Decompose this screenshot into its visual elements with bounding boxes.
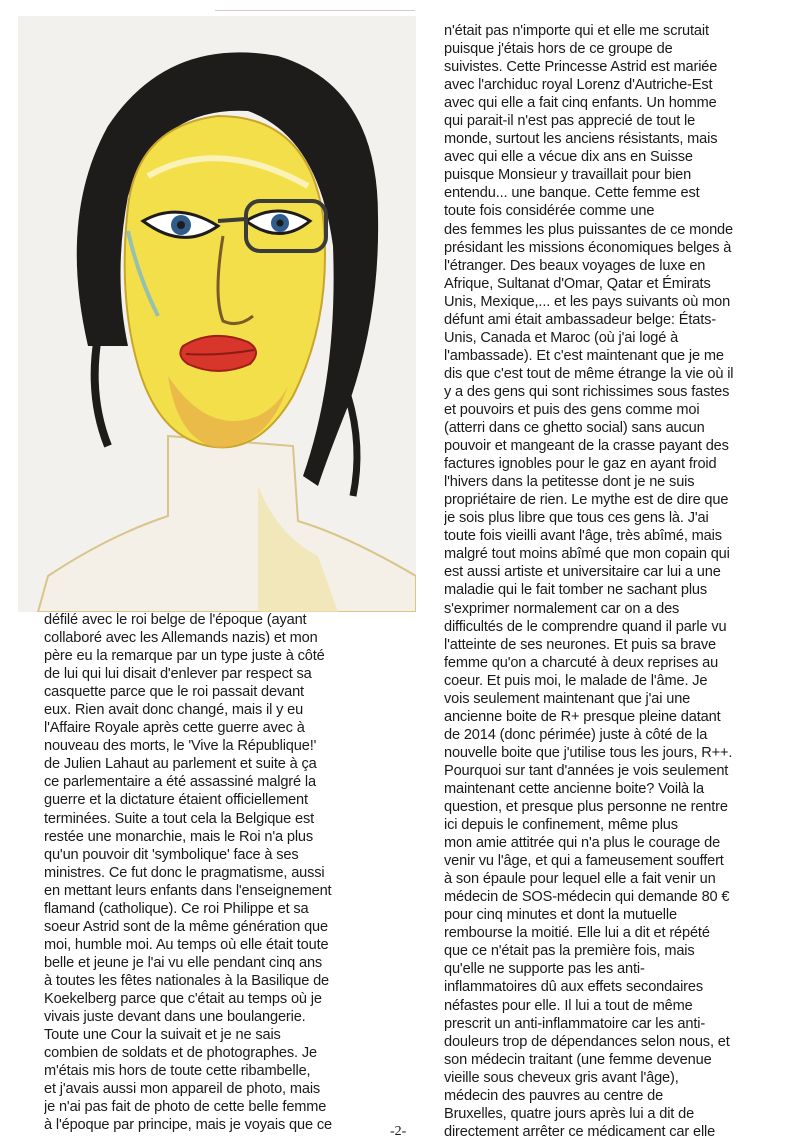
text-line: belle et jeune je l'ai vu elle pendant cinq ans [44,954,323,971]
text-line: de Julien Lahaut au parlement et suite à ça [44,756,317,773]
text-line: Bruxelles, quatre jours après lui a dit de [444,1105,695,1122]
text-line: je n'ai pas fait de photo de cette belle femme [44,1099,327,1116]
text-line: directement arrêter ce médicament car elle [444,1123,716,1140]
text-line: guerre et la dictature étaient officiellement [44,792,308,809]
text-line: avec qui elle a fait cinq enfants. Un homme [444,95,717,112]
text-line: son médecin traitant (une femme devenue [444,1051,712,1068]
text-line: question, et presque plus personne ne rentre [444,799,728,816]
text-line: mon amie attitrée qui n'a plus le courage de [444,835,721,852]
text-line: puisque Monsieur y travaillait pour bien [444,167,692,184]
text-line: n'était pas n'importe qui et elle me scrutait [444,23,709,39]
right-column-text [444,22,774,1141]
text-line: maladie qui le fait tomber ne sachant plus [444,582,708,599]
text-line: ce parlementaire a été assassiné malgré la [44,774,316,791]
text-line: qui parait-il n'est pas apprecié de tout le [444,113,696,130]
text-line: l'hivers dans la petitesse dont je ne suis [444,474,695,491]
text-line: avec qui elle a vécue dix ans en Suisse [444,149,693,166]
text-line: que ce n'était pas la première fois, mais [444,943,695,960]
text-line: de 2014 (donc périmée) juste à côté de la [444,726,708,743]
text-line: néfastes pour elle. Il lui a tout de même [444,997,693,1014]
text-line: dis que c'est tout de même étrange la vie où il [444,365,734,382]
text-line: s'exprimer normalement car on a des [444,600,680,617]
text-line: défilé avec le roi belge de l'époque (ayant [44,612,307,628]
text-line: difficultés de le comprendre quand il parle vu [444,618,727,635]
text-line: à son épaule pour lequel elle a fait venir un [444,871,716,888]
text-line: terminées. Suite a tout cela la Belgique est [44,810,315,827]
text-line: factures ignobles pour le gaz en ayant froid [444,456,717,473]
text-line: Pourquoi sur tant d'années je vois seulement [444,762,729,779]
text-line: Koekelberg parce que c'était au temps où je [44,990,322,1007]
text-line: de lui qui lui disait d'enlever par respect sa [44,666,312,683]
text-line: à toutes les fêtes nationales à la Basilique de [44,972,330,989]
text-line: maintenant cette ancienne boite? Voilà la [444,780,704,797]
text-line: flamand (catholique). Ce roi Philippe et sa [44,900,309,917]
text-line: toute fois considérée comme une [444,203,655,220]
text-line: Unis, Canada et Maroc (où j'ai logé à [444,329,679,346]
page-number: -2- [390,1124,407,1139]
left-column-text [44,611,389,1134]
text-line: femme qu'on a charcuté à deux reprises au [444,654,719,671]
text-line: médecin des pauvres au centre de [444,1087,664,1104]
text-line: vieille sous cheveux gris avant l'âge), [444,1069,679,1086]
text-line: ici depuis le confinement, même plus [444,817,678,834]
text-line: ancienne boite de R+ presque pleine datant [444,708,721,725]
text-line: Afrique, Sultanat d'Omar, Qatar et Émirats [444,275,711,292]
text-line: suivistes. Cette Princesse Astrid est mariée [444,59,718,76]
text-line: vois seulement maintenant que j'ai une [444,690,691,707]
text-line: entendu... une banque. Cette femme est [444,185,700,202]
text-line: Toute une Cour la suivait et je ne sais [44,1027,281,1044]
text-line: collaboré avec les Allemands nazis) et mon [44,630,318,647]
text-line: douleurs trop de dépendances selon nous, et [444,1033,730,1050]
text-line: avec l'archiduc royal Lorenz d'Autriche-Est [444,77,713,94]
text-line: m'étais mis hors de toute cette ribambelle, [44,1063,311,1080]
text-line: l'ambassade). Et c'est maintenant que je me [444,347,724,364]
right-pupil [277,220,284,227]
text-line: l'Affaire Royale après cette guerre avec à [44,720,305,737]
text-line: est aussi artiste et universitaire car lui a une [444,564,721,581]
text-line: malgré tout moins abîmé que mon copain qui [444,546,730,563]
text-line: des femmes les plus puissantes de ce monde [444,221,733,238]
text-line: toute fois vieilli avant l'âge, très abîmé, mais [444,528,722,545]
top-rule [215,10,415,11]
portrait-painting-svg [18,16,416,612]
glasses-bridge [218,219,246,221]
text-line: nouveau des morts, le 'Vive la République!' [44,738,317,755]
text-line: soeur Astrid sont de la même génération que [44,918,328,935]
text-line: inflammatoires dû aux effets secondaires [444,979,703,996]
text-line: (atterri dans ce ghetto social) sans aucun [444,420,705,437]
text-line: prescrit un anti-inflammatoire car les anti- [444,1015,706,1032]
text-line: qu'elle ne supporte pas les anti- [444,961,645,978]
text-line: je sois plus libre que tous ces gens là. J'ai [444,510,709,527]
text-line: l'atteinte de ses neurones. Et puis sa brave [444,636,717,653]
text-line: père eu la remarque par un type juste à côté [44,648,325,665]
text-line: monde, surtout les anciens résistants, mais [444,131,718,148]
text-line: pour cinq minutes et dont la mutuelle [444,907,677,924]
text-line: coeur. Et puis moi, le malade de l'âme. Je [444,672,708,689]
left-pupil [177,221,185,229]
text-line: et j'avais aussi mon appareil de photo, mais [44,1081,321,1098]
text-line: défunt ami était ambassadeur belge: États- [444,311,716,328]
text-line: rembourse la moitié. Elle lui a dit et répété [444,925,710,942]
text-line: puisque j'étais hors de ce groupe de [444,41,673,58]
text-line: restée une monarchie, mais le Roi n'a plus [44,828,314,845]
text-line: Unis, Mexique,... et les pays suivants où mon [444,293,731,310]
text-line: combien de soldats et de photographes. Je [44,1045,317,1062]
portrait-painting [18,16,416,612]
text-line: présidant les missions économiques belges à [444,239,732,256]
text-line: venir vu l'âge, et qui a fameusement souffert [444,853,724,870]
text-line: vivais juste devant dans une boulangerie. [44,1009,306,1026]
text-line: l'étranger. Des beaux voyages de luxe en [444,257,706,274]
text-line: à l'époque par principe, mais je voyais que ce [44,1117,332,1134]
text-line: casquette parce que le roi passait devant [44,684,304,701]
text-line: y a des gens qui sont richissimes sous fastes [444,383,730,400]
text-line: en mettant leurs enfants dans l'enseignement [44,882,332,899]
text-line: propriétaire de rien. Le mythe est de dire que [444,492,729,509]
text-line: médecin de SOS-médecin qui demande 80 € [444,889,730,906]
text-line: pouvoir et mangeant de la crasse payant des [444,438,729,455]
text-line: nouvelle boite que j'utilise tous les jours, R++. [444,744,733,761]
text-line: eux. Rien avait donc changé, mais il y eu [44,702,304,719]
text-line: et pouvoirs et puis des gens comme moi [444,401,700,418]
text-line: qu'un pouvoir dit 'symbolique' face à ses [44,846,299,863]
text-line: ministres. Ce fut donc le pragmatisme, aussi [44,864,325,881]
text-line: moi, humble moi. Au temps où elle était toute [44,936,329,953]
